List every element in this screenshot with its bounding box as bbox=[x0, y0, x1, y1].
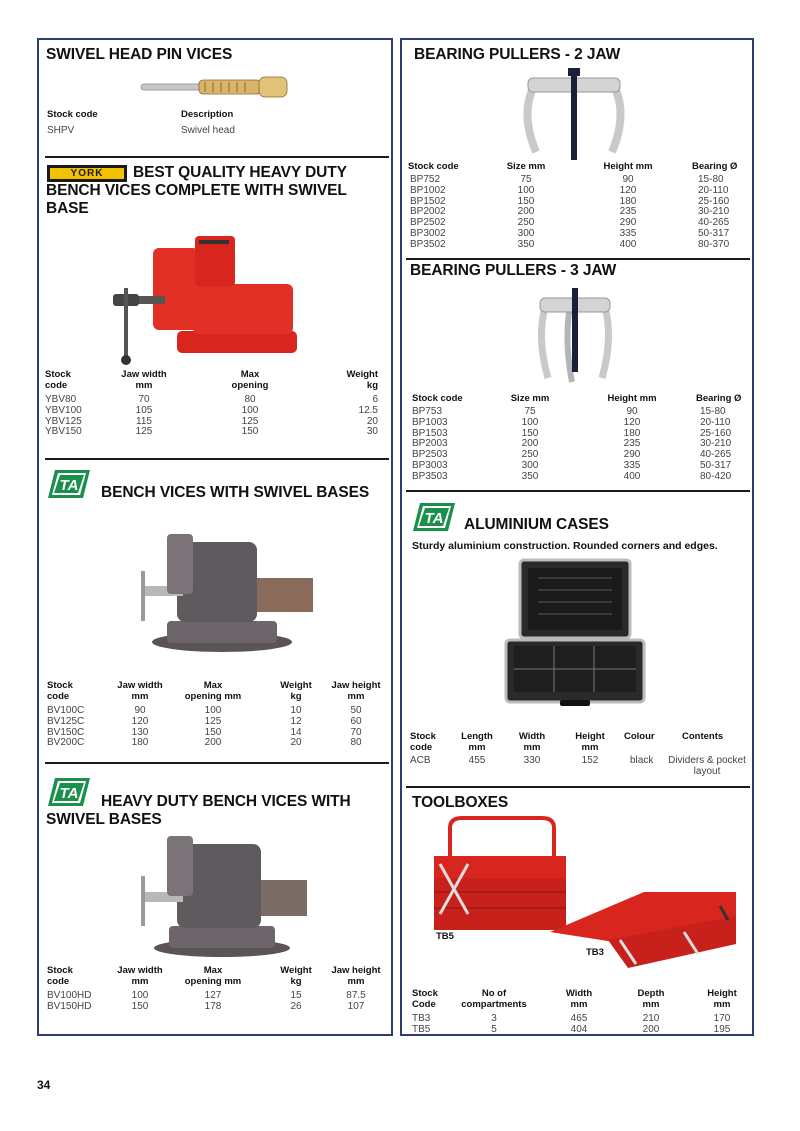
york-logo: YORK bbox=[47, 165, 127, 182]
table-cell: 250 bbox=[521, 449, 539, 461]
table-cell: BV150HD bbox=[47, 1000, 92, 1012]
table-cell: 80-420 bbox=[700, 470, 732, 482]
tb-header-depth-1: Depth bbox=[637, 988, 665, 999]
divider bbox=[45, 762, 389, 764]
table-cell: 6 bbox=[372, 394, 378, 405]
table-cell: 200 bbox=[517, 206, 535, 218]
table-cell: 235 bbox=[623, 438, 641, 450]
tb-header-height-1: Height bbox=[707, 988, 737, 999]
table-cell: YBV125 bbox=[45, 415, 82, 427]
york-title-line1: BEST QUALITY HEAVY DUTY bbox=[133, 164, 347, 181]
table-cell: 10 bbox=[290, 705, 302, 716]
swivel-pin-header-code: Stock code bbox=[47, 109, 98, 120]
svg-text:TA: TA bbox=[424, 510, 444, 527]
al-header-height-1: Height bbox=[575, 731, 605, 742]
sb-header-code-1: Stock bbox=[47, 680, 73, 691]
tb-header-compartments-2: compartments bbox=[461, 999, 527, 1010]
table-cell: BP2502 bbox=[410, 217, 446, 229]
york-header-max-2: opening bbox=[231, 380, 269, 391]
table-cell: 3 bbox=[491, 1013, 497, 1024]
left-column bbox=[37, 38, 393, 1036]
tb-header-height-2: mm bbox=[713, 999, 731, 1010]
table-cell: 20-110 bbox=[698, 184, 729, 196]
p2-header-size: Size mm bbox=[506, 161, 546, 172]
table-cell: 200 bbox=[521, 438, 539, 450]
table-cell: 87.5 bbox=[346, 990, 366, 1001]
p3-header-size: Size mm bbox=[510, 393, 550, 404]
table-cell: 210 bbox=[642, 1013, 660, 1024]
table-cell: 100 bbox=[521, 416, 539, 428]
al-header-width-1: Width bbox=[518, 731, 546, 742]
table-cell: TB5 bbox=[412, 1023, 431, 1035]
table-cell: 120 bbox=[131, 715, 149, 727]
tb-header-code-1: Stock bbox=[412, 988, 438, 999]
table-cell: YBV100 bbox=[45, 404, 82, 416]
table-cell: 180 bbox=[623, 427, 641, 439]
toolbox-tb3-image bbox=[548, 886, 742, 972]
sb-header-jaw-2: mm bbox=[131, 691, 149, 702]
table-cell: BP752 bbox=[410, 174, 441, 185]
al-header-code-1: Stock bbox=[410, 731, 436, 742]
table-cell: 125 bbox=[135, 426, 153, 438]
al-header-code-2: code bbox=[410, 742, 433, 753]
label-tb3: TB3 bbox=[586, 947, 604, 958]
table-cell: 80-370 bbox=[698, 238, 730, 250]
table-cell: 250 bbox=[517, 217, 535, 229]
hd-header-weight-1: Weight bbox=[280, 965, 312, 976]
table-cell: 350 bbox=[521, 470, 539, 482]
table-cell: 290 bbox=[623, 449, 641, 461]
aluminium-case-image bbox=[502, 556, 648, 708]
section-title-swivel-bases: BENCH VICES WITH SWIVEL BASES bbox=[101, 484, 370, 501]
table-cell: 25-160 bbox=[698, 195, 730, 207]
table-cell: BP1003 bbox=[412, 416, 448, 428]
table-cell: 180 bbox=[619, 195, 637, 207]
al-colour: black bbox=[630, 755, 654, 766]
york-header-jaw-1: Jaw width bbox=[121, 369, 167, 380]
al-header-width-2: mm bbox=[523, 742, 541, 753]
york-header-code-1: Stock bbox=[45, 369, 71, 380]
hd-header-height-2: mm bbox=[347, 976, 365, 987]
label-tb5: TB5 bbox=[436, 931, 454, 942]
table-cell: BV200C bbox=[47, 737, 85, 749]
table-cell: 300 bbox=[517, 228, 535, 239]
table-cell: 100 bbox=[241, 404, 259, 416]
table-cell: 200 bbox=[204, 737, 222, 749]
table-cell: 15-80 bbox=[700, 406, 726, 417]
table-cell: 195 bbox=[713, 1023, 731, 1035]
table-cell: BP3003 bbox=[412, 460, 448, 471]
al-length: 455 bbox=[468, 755, 486, 766]
table-cell: 335 bbox=[623, 460, 641, 471]
table-cell: 100 bbox=[204, 705, 222, 716]
al-contents-line2: layout bbox=[693, 766, 721, 777]
tb-header-depth-2: mm bbox=[642, 999, 660, 1010]
sb-header-weight-2: kg bbox=[290, 691, 302, 702]
right-column bbox=[400, 38, 754, 1036]
york-header-weight-1: Weight bbox=[346, 369, 378, 380]
table-cell: 50 bbox=[350, 705, 362, 716]
table-cell: 5 bbox=[491, 1023, 497, 1035]
svg-text:TA: TA bbox=[59, 477, 79, 494]
table-cell: 350 bbox=[517, 238, 535, 250]
table-cell: BP3002 bbox=[410, 228, 446, 239]
tb-header-width-1: Width bbox=[565, 988, 593, 999]
table-cell: BP3503 bbox=[412, 470, 448, 482]
table-cell: BP1502 bbox=[410, 195, 446, 207]
sb-header-height-2: mm bbox=[347, 691, 365, 702]
divider bbox=[406, 258, 750, 260]
table-cell: 90 bbox=[622, 174, 634, 185]
table-cell: 125 bbox=[241, 415, 259, 427]
table-cell: 290 bbox=[619, 217, 637, 229]
sb-header-jaw-1: Jaw width bbox=[117, 680, 163, 691]
table-cell: 75 bbox=[524, 406, 536, 417]
table-cell: 150 bbox=[517, 195, 535, 207]
table-cell: BV100HD bbox=[47, 990, 92, 1001]
table-cell: 15-80 bbox=[698, 174, 724, 185]
table-cell: 100 bbox=[517, 184, 535, 196]
table-cell: 60 bbox=[350, 715, 362, 727]
hd-header-jaw-1: Jaw width bbox=[117, 965, 163, 976]
hd-header-code-1: Stock bbox=[47, 965, 73, 976]
sb-header-max-1: Max bbox=[203, 680, 223, 691]
section-title-swivel-pin: SWIVEL HEAD PIN VICES bbox=[46, 46, 233, 63]
table-cell: 26 bbox=[290, 1000, 302, 1012]
table-cell: 80 bbox=[350, 737, 362, 749]
al-contents-line1: Dividers & pocket bbox=[668, 755, 746, 766]
swivel-base-vice-image bbox=[127, 526, 317, 656]
hd-header-jaw-2: mm bbox=[131, 976, 149, 987]
table-cell: 170 bbox=[713, 1013, 731, 1024]
table-cell: 400 bbox=[619, 238, 637, 250]
table-cell: 40-265 bbox=[700, 449, 732, 461]
table-cell: 120 bbox=[623, 416, 641, 428]
table-cell: 40-265 bbox=[698, 217, 730, 229]
hd-title-line1: HEAVY DUTY BENCH VICES WITH bbox=[101, 793, 351, 810]
table-cell: 90 bbox=[626, 406, 638, 417]
table-cell: BP2003 bbox=[412, 438, 448, 450]
sb-header-weight-1: Weight bbox=[280, 680, 312, 691]
hd-header-max-2: opening mm bbox=[184, 976, 242, 987]
section-title-aluminium: ALUMINIUM CASES bbox=[464, 516, 609, 533]
table-cell: 127 bbox=[204, 990, 222, 1001]
table-cell: 120 bbox=[619, 184, 637, 196]
puller-3jaw-image bbox=[530, 286, 620, 390]
sb-header-max-2: opening mm bbox=[184, 691, 242, 702]
divider bbox=[45, 458, 389, 460]
table-cell: 80 bbox=[244, 394, 256, 405]
ta-logo-icon bbox=[412, 502, 456, 532]
aluminium-subtitle: Sturdy aluminium construction. Rounded corners and edges. bbox=[412, 540, 718, 552]
p3-header-code: Stock code bbox=[412, 393, 463, 404]
al-header-colour: Colour bbox=[624, 731, 655, 742]
table-cell: 300 bbox=[521, 460, 539, 471]
table-cell: 50-317 bbox=[700, 460, 732, 471]
table-cell: BP753 bbox=[412, 406, 443, 417]
section-title-pullers-2jaw: BEARING PULLERS - 2 JAW bbox=[414, 46, 621, 63]
p2-header-bearing: Bearing Ø bbox=[692, 161, 738, 172]
table-cell: 70 bbox=[138, 394, 150, 405]
table-cell: 30 bbox=[366, 426, 378, 438]
table-cell: 107 bbox=[347, 1000, 365, 1012]
al-height: 152 bbox=[581, 755, 599, 766]
svg-text:TA: TA bbox=[59, 785, 79, 802]
sb-header-code-2: code bbox=[47, 691, 70, 702]
table-cell: 150 bbox=[204, 726, 222, 738]
al-header-contents: Contents bbox=[682, 731, 724, 742]
york-header-jaw-2: mm bbox=[135, 380, 153, 391]
table-cell: BP1002 bbox=[410, 184, 446, 196]
section-title-pullers-3jaw: BEARING PULLERS - 3 JAW bbox=[410, 262, 617, 279]
tb-header-width-2: mm bbox=[570, 999, 588, 1010]
york-header-max-1: Max bbox=[240, 369, 260, 380]
table-cell: 100 bbox=[131, 990, 149, 1001]
heavy-duty-vice-image bbox=[127, 830, 317, 960]
table-cell: YBV150 bbox=[45, 426, 82, 438]
al-header-height-2: mm bbox=[581, 742, 599, 753]
table-cell: 178 bbox=[204, 1000, 222, 1012]
ta-logo-icon bbox=[47, 469, 91, 499]
table-cell: BP2503 bbox=[412, 449, 448, 461]
table-cell: BP3502 bbox=[410, 238, 446, 250]
sb-header-height-1: Jaw height bbox=[331, 680, 381, 691]
york-vice-image bbox=[105, 226, 305, 366]
table-cell: 200 bbox=[642, 1023, 660, 1035]
table-cell: BP1503 bbox=[412, 427, 448, 439]
al-width: 330 bbox=[523, 755, 541, 766]
table-cell: 75 bbox=[520, 174, 532, 185]
table-cell: 50-317 bbox=[698, 228, 730, 239]
hd-header-code-2: code bbox=[47, 976, 70, 987]
al-code: ACB bbox=[410, 755, 431, 766]
table-cell: 20-110 bbox=[700, 416, 731, 428]
york-header-weight-2: kg bbox=[366, 380, 378, 391]
tb-header-compartments-1: No of bbox=[481, 988, 507, 999]
table-cell: 25-160 bbox=[700, 427, 732, 439]
tb-header-code-2: Code bbox=[412, 999, 436, 1010]
hd-header-height-1: Jaw height bbox=[331, 965, 381, 976]
york-title-line2: BENCH VICES COMPLETE WITH SWIVEL bbox=[46, 182, 347, 199]
al-header-length-2: mm bbox=[468, 742, 486, 753]
table-cell: 335 bbox=[619, 228, 637, 239]
divider bbox=[406, 490, 750, 492]
table-cell: 15 bbox=[290, 990, 302, 1001]
table-cell: 130 bbox=[131, 726, 149, 738]
p2-header-height: Height mm bbox=[603, 161, 653, 172]
table-cell: 235 bbox=[619, 206, 637, 218]
table-cell: 90 bbox=[134, 705, 146, 716]
table-cell: TB3 bbox=[412, 1013, 431, 1024]
table-cell: 125 bbox=[204, 715, 222, 727]
york-title-line3: BASE bbox=[46, 200, 89, 217]
table-cell: 30-210 bbox=[698, 206, 730, 218]
hd-header-max-1: Max bbox=[203, 965, 223, 976]
divider bbox=[406, 786, 750, 788]
table-cell: BV150C bbox=[47, 726, 85, 738]
divider bbox=[45, 156, 389, 158]
table-cell: 20 bbox=[366, 415, 378, 427]
table-cell: BP2002 bbox=[410, 206, 446, 218]
p2-header-code: Stock code bbox=[408, 161, 459, 172]
york-header-code-2: code bbox=[45, 380, 68, 391]
table-cell: 12 bbox=[290, 715, 302, 727]
table-cell: BV100C bbox=[47, 705, 85, 716]
puller-2jaw-image bbox=[514, 64, 634, 164]
table-cell: 400 bbox=[623, 470, 641, 482]
ta-logo-icon bbox=[47, 777, 91, 807]
section-title-toolboxes: TOOLBOXES bbox=[412, 794, 509, 811]
table-cell: 404 bbox=[570, 1023, 588, 1035]
table-cell: 105 bbox=[135, 404, 153, 416]
swivel-pin-desc: Swivel head bbox=[181, 125, 235, 136]
table-cell: 150 bbox=[131, 1000, 149, 1012]
hd-title-line2: SWIVEL BASES bbox=[46, 811, 162, 828]
pin-vice-image bbox=[139, 74, 299, 100]
hd-header-weight-2: kg bbox=[290, 976, 302, 987]
table-cell: 14 bbox=[290, 726, 302, 738]
table-cell: 465 bbox=[570, 1013, 588, 1024]
swivel-pin-code: SHPV bbox=[47, 125, 75, 136]
table-cell: YBV80 bbox=[45, 394, 77, 405]
table-cell: 12.5 bbox=[358, 404, 378, 416]
table-cell: 115 bbox=[136, 415, 152, 427]
page-number: 34 bbox=[37, 1078, 51, 1092]
al-header-length-1: Length bbox=[461, 731, 493, 742]
table-cell: 150 bbox=[521, 427, 539, 439]
p3-header-height: Height mm bbox=[607, 393, 657, 404]
p3-header-bearing: Bearing Ø bbox=[696, 393, 742, 404]
table-cell: 30-210 bbox=[700, 438, 732, 450]
table-cell: BV125C bbox=[47, 715, 85, 727]
table-cell: 150 bbox=[241, 426, 259, 438]
swivel-pin-header-desc: Description bbox=[181, 109, 234, 120]
table-cell: 20 bbox=[290, 737, 302, 749]
table-cell: 180 bbox=[131, 737, 149, 749]
table-cell: 70 bbox=[350, 726, 362, 738]
